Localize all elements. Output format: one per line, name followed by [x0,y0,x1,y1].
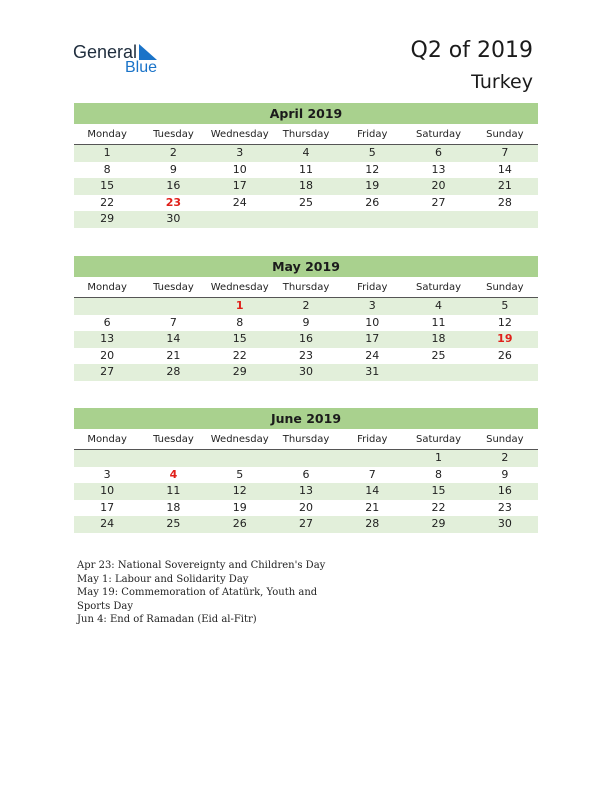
day-cell: 22 [232,348,247,362]
day-cell: 15 [232,332,247,345]
day-cell: 11 [166,484,181,497]
day-cell: 27 [298,517,313,530]
day-cell [207,211,273,228]
day-cell: 8 [435,467,443,481]
weekday-label: Thursday [282,434,330,445]
weekday-label: Saturday [416,129,462,140]
week-row [74,483,538,500]
day-cell: 5 [501,299,509,312]
day-cell: 10 [232,162,247,176]
day-cell: 8 [103,162,111,176]
weeks [74,298,538,381]
weekday-header [74,124,538,145]
day-cell: 26 [497,348,512,362]
day-cell [472,364,538,381]
weekday-label: Monday [87,282,127,293]
month-title: June 2019 [74,408,538,429]
day-cell: 11 [298,162,313,176]
day-cell: 12 [497,315,512,329]
day-cell: 29 [431,517,446,530]
day-cell [472,211,538,228]
day-cell: 22 [431,500,446,514]
day-cell: 30 [298,365,313,378]
day-cell: 6 [435,146,443,159]
weekday-label: Thursday [282,282,330,293]
day-cell [74,450,140,467]
weekday-label: Friday [357,282,388,293]
day-cell: 4 [435,299,443,312]
day-cell: 20 [100,348,115,362]
weekday-label: Friday [357,129,388,140]
month-calendar-june [74,408,538,533]
holiday-note: May 19: Commemoration of Atatürk, Youth and Sports Day [77,587,318,612]
day-cell [273,211,339,228]
day-cell: 3 [236,146,244,159]
day-cell: 4 [169,467,178,481]
day-cell: 26 [365,195,380,209]
day-cell: 16 [497,484,512,497]
day-cell: 27 [100,365,115,378]
week-row [74,145,538,162]
day-cell: 20 [298,500,313,514]
day-cell: 18 [166,500,181,514]
day-cell: 7 [368,467,376,481]
day-cell: 8 [236,315,244,329]
weeks [74,450,538,533]
day-cell: 24 [365,348,380,362]
weekday-label: Wednesday [210,282,269,293]
day-cell: 18 [298,179,313,192]
month-calendar-april [74,103,538,228]
day-cell: 25 [166,517,181,530]
page-title: Q2 of 2019 [410,38,533,63]
day-cell: 26 [232,517,247,530]
day-cell [140,450,206,467]
day-cell: 15 [431,484,446,497]
weekday-label: Monday [87,129,127,140]
day-cell: 30 [166,212,181,225]
day-cell: 12 [232,484,247,497]
day-cell: 21 [497,179,512,192]
day-cell: 16 [166,179,181,192]
weekday-label: Sunday [486,129,524,140]
day-cell: 19 [232,500,247,514]
day-cell: 17 [100,500,115,514]
weekday-label: Monday [87,434,127,445]
day-cell: 29 [100,212,115,225]
day-cell: 3 [103,467,111,481]
day-cell: 25 [298,195,313,209]
day-cell: 6 [302,467,310,481]
week-row [74,162,538,179]
day-cell: 6 [103,315,111,329]
week-row [74,348,538,365]
month-calendar-may [74,256,538,381]
day-cell [405,364,471,381]
weekday-label: Tuesday [153,129,194,140]
holiday-notes [77,559,347,627]
day-cell [339,211,405,228]
day-cell: 10 [365,315,380,329]
country-title: Turkey [471,71,533,93]
holiday-note: Jun 4: End of Ramadan (Eid al-Fitr) [77,614,257,625]
day-cell [339,450,405,467]
weekday-header [74,277,538,298]
weekday-header [74,429,538,450]
day-cell [207,450,273,467]
day-cell: 2 [302,299,310,312]
weekday-label: Saturday [416,282,462,293]
day-cell: 2 [501,451,509,464]
day-cell: 24 [232,195,247,209]
day-cell: 1 [435,451,443,464]
day-cell [74,298,140,315]
day-cell: 7 [501,146,509,159]
day-cell: 31 [365,365,380,378]
logo-blue-text: Blue [125,59,158,76]
week-row [74,315,538,332]
holiday-note: Apr 23: National Sovereignty and Children's Day [77,560,326,571]
day-cell [273,450,339,467]
day-cell: 28 [497,195,512,209]
day-cell: 7 [169,315,177,329]
week-row [74,467,538,484]
generalblue-logo [73,40,173,80]
day-cell: 9 [169,162,177,176]
weekday-label: Wednesday [210,129,269,140]
day-cell: 2 [169,146,177,159]
day-cell: 19 [365,179,380,192]
weekday-label: Sunday [486,282,524,293]
day-cell: 9 [501,467,509,481]
day-cell: 28 [365,517,380,530]
week-row [74,364,538,381]
week-row [74,450,538,467]
week-row [74,178,538,195]
weekday-label: Wednesday [210,434,269,445]
weekday-label: Sunday [486,434,524,445]
day-cell: 14 [497,162,512,176]
day-cell: 9 [302,315,310,329]
week-row [74,195,538,212]
weekday-label: Friday [357,434,388,445]
holiday-note: May 1: Labour and Solidarity Day [77,573,249,585]
weekday-label: Thursday [282,129,330,140]
day-cell: 24 [100,517,115,530]
weekday-label: Saturday [416,434,462,445]
day-cell: 22 [100,195,115,209]
month-title: April 2019 [74,103,538,124]
day-cell: 13 [431,162,446,176]
day-cell: 15 [100,179,115,192]
week-row [74,331,538,348]
month-title: May 2019 [74,256,538,277]
week-row [74,500,538,517]
day-cell: 23 [497,500,512,514]
day-cell: 23 [165,195,182,209]
day-cell: 20 [431,179,446,192]
day-cell: 25 [431,348,446,362]
day-cell: 17 [232,179,247,192]
day-cell: 1 [235,299,244,312]
day-cell: 4 [302,146,310,159]
day-cell: 14 [166,332,181,345]
week-row [74,211,538,228]
day-cell: 28 [166,365,181,378]
day-cell [405,211,471,228]
day-cell: 17 [365,332,380,345]
day-cell: 16 [298,332,313,345]
day-cell: 21 [365,500,380,514]
day-cell [140,298,206,315]
day-cell: 27 [431,195,446,209]
day-cell: 12 [365,162,380,176]
day-cell: 21 [166,348,181,362]
day-cell: 3 [368,299,376,312]
day-cell: 19 [497,332,513,345]
day-cell: 13 [298,484,313,497]
day-cell: 13 [100,332,115,345]
day-cell: 18 [431,332,446,345]
day-cell: 5 [368,146,376,159]
weekday-label: Tuesday [153,434,194,445]
day-cell: 1 [103,146,111,159]
weekday-label: Tuesday [153,282,194,293]
week-row [74,298,538,315]
weeks [74,145,538,228]
logo-general-text: General [73,42,138,62]
day-cell: 10 [100,484,115,497]
day-cell: 5 [236,467,244,481]
week-row [74,516,538,533]
day-cell: 30 [497,517,512,530]
day-cell: 29 [232,365,247,378]
day-cell: 23 [298,348,313,362]
day-cell: 11 [431,315,446,329]
logo-triangle-icon [139,44,157,60]
day-cell: 14 [365,484,380,497]
